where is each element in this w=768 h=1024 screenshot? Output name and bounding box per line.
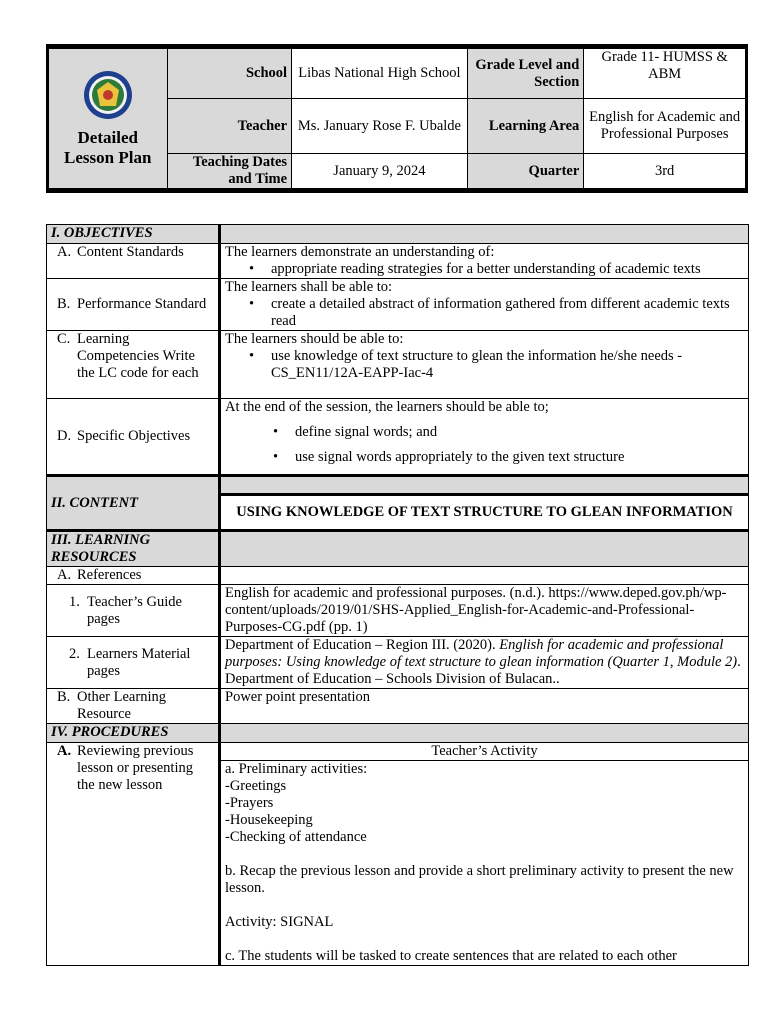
list-item: • use signal words appropriately to the given text structure <box>225 449 744 466</box>
deped-seal-icon <box>83 70 133 120</box>
learners-material-label: 2. Learners Material pages <box>47 637 220 689</box>
teacher-value: Ms. January Rose F. Ubalde <box>292 99 468 154</box>
learners-material-cell: Department of Education – Region III. (2020). English for academic and professional purposes: Using knowledge of text structure to glean information (Quarter 1, Module 2). Department of Education – Schools Division of Bulacan.. <box>220 637 749 689</box>
resources-heading: III. LEARNING RESOURCES <box>47 531 220 567</box>
lesson-plan-page <box>46 44 748 966</box>
quarter-value: 3rd <box>584 154 747 191</box>
lesson-topic: USING KNOWLEDGE OF TEXT STRUCTURE TO GLEAN INFORMATION <box>220 495 749 531</box>
school-value: Libas National High School <box>292 47 468 99</box>
specific-objectives-cell: At the end of the session, the learners should be able to; • define signal words; and • use signal words appropriately to the given text structure <box>220 399 749 476</box>
area-label: Learning Area <box>467 99 584 154</box>
page-title: Detailed Lesson Plan <box>64 127 152 167</box>
competencies-cell: The learners should be able to: • use knowledge of text structure to glean the information he/she needs - CS_EN11/12A-EAPP-Iac-4 <box>220 331 749 399</box>
other-resource-label: B. Other Learning Resource <box>47 689 220 724</box>
title-cell <box>48 47 168 191</box>
specific-objectives-label: D. Specific Objectives <box>47 399 220 476</box>
performance-standard-cell: The learners shall be able to: • create a detailed abstract of information gathered from different academic texts read <box>220 279 749 331</box>
competencies-label: C. Learning Competencies Write the LC code for each <box>47 331 220 399</box>
header-table <box>46 44 748 193</box>
list-item: • use knowledge of text structure to glean the information he/she needs - CS_EN11/12A-EAPP-Iac-4 <box>225 348 744 382</box>
teachers-activity-cell: a. Preliminary activities: -Greetings -Prayers -Housekeeping -Checking of attendance b. Recap the previous lesson and provide a short preliminary activity to present the new lesson. Activity: SIGNAL c. The students will be tasked to create sentences that are related to each other <box>220 761 749 966</box>
other-resource-cell: Power point presentation <box>220 689 749 724</box>
teacher-label: Teacher <box>167 99 292 154</box>
dates-value: January 9, 2024 <box>292 154 468 191</box>
content-heading: II. CONTENT <box>47 476 220 531</box>
teachers-guide-cell: English for academic and professional purposes. (n.d.). https://www.deped.gov.ph/wp-content/uploads/2019/01/SHS-Applied_English-for-Academic-and-Professional-Purposes-CG.pdf (pp. 1) <box>220 585 749 637</box>
list-item: • create a detailed abstract of information gathered from different academic texts read <box>225 296 744 330</box>
grade-value: Grade 11- HUMSS & ABM <box>584 47 747 99</box>
teachers-guide-label: 1. Teacher’s Guide pages <box>47 585 220 637</box>
content-standards-cell: The learners demonstrate an understanding of: • appropriate reading strategies for a better understanding of academic texts <box>220 244 749 279</box>
procedures-heading: IV. PROCEDURES <box>47 724 220 743</box>
area-value: English for Academic and Professional Purposes <box>584 99 747 154</box>
dates-label: Teaching Dates and Time <box>167 154 292 191</box>
teachers-activity-header: Teacher’s Activity <box>220 743 749 761</box>
grade-label: Grade Level and Section <box>467 47 584 99</box>
list-item: • appropriate reading strategies for a better understanding of academic texts <box>225 261 744 278</box>
reviewing-lesson-label: A. Reviewing previous lesson or presenting the new lesson <box>47 743 220 966</box>
lesson-table <box>46 224 749 966</box>
list-item: • define signal words; and <box>225 424 744 441</box>
references-label: A. References <box>47 567 220 585</box>
content-standards-label: A. Content Standards <box>47 244 220 279</box>
quarter-label: Quarter <box>467 154 584 191</box>
performance-standard-label: B. Performance Standard <box>47 279 220 331</box>
school-label: School <box>167 47 292 99</box>
objectives-heading: I. OBJECTIVES <box>47 225 220 244</box>
